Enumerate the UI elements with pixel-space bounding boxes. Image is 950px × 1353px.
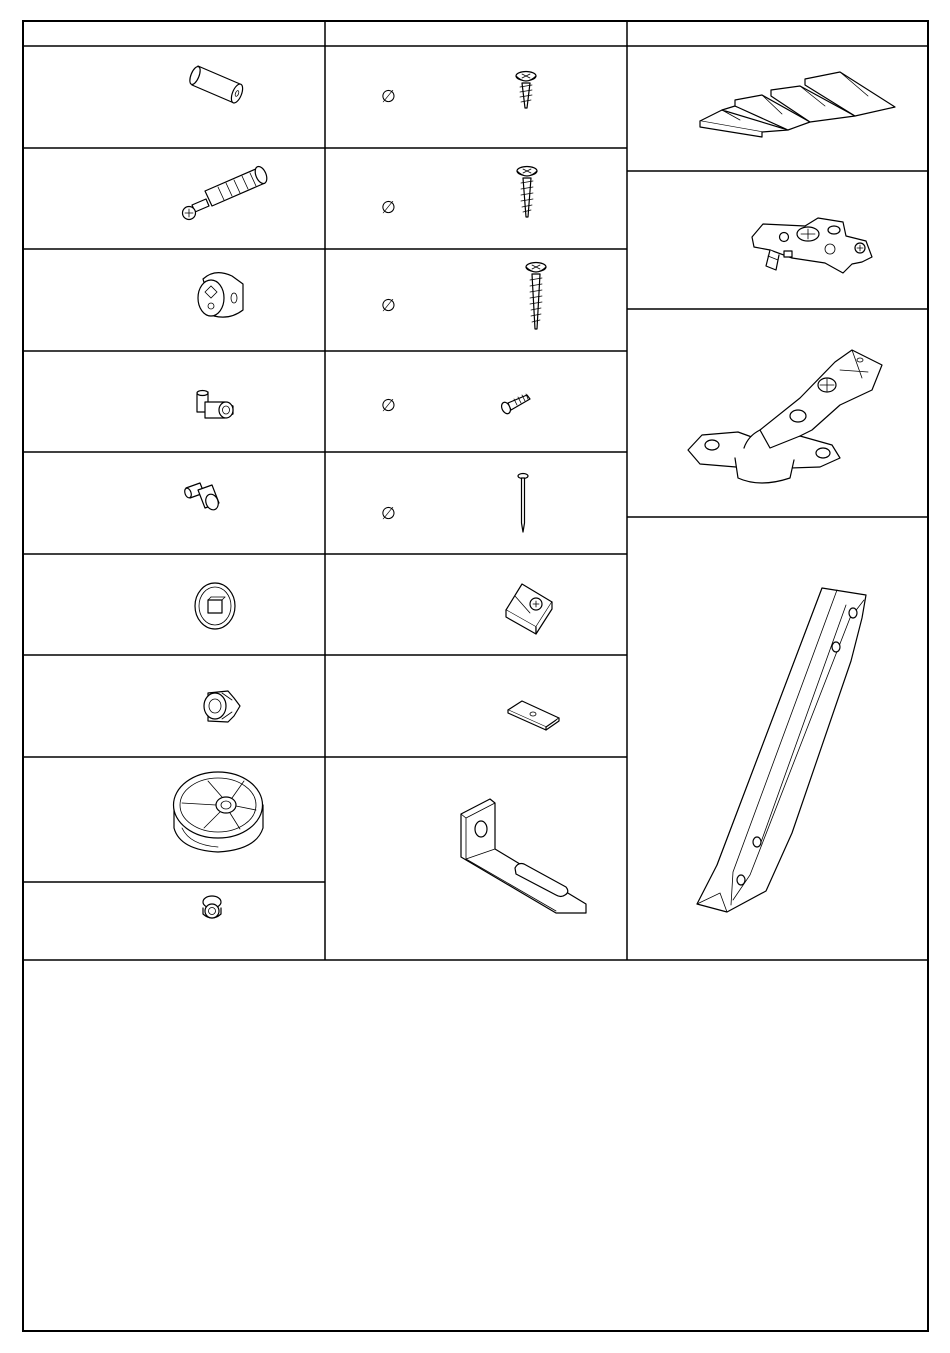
- castor-wheel-icon: [174, 772, 264, 852]
- chipboard-screw-long-icon: [526, 263, 546, 330]
- diameter-symbol: ∅: [381, 87, 396, 107]
- diameter-symbol: ∅: [381, 504, 396, 524]
- stepped-shelf-pin-icon: [183, 483, 220, 512]
- cam-bolt-connector-icon: [183, 165, 270, 220]
- wedge-shims-icon: [700, 72, 895, 137]
- mounting-plate-icon: [508, 701, 559, 730]
- hinge-mounting-plate-icon: [752, 218, 872, 273]
- shelf-support-pin-icon: [197, 391, 233, 419]
- wooden-dowel-icon: [188, 65, 245, 104]
- corner-block-icon: [506, 584, 552, 634]
- push-in-plug-icon: [204, 691, 240, 722]
- angle-bracket-icon: [461, 799, 586, 913]
- diameter-symbol: ∅: [381, 396, 396, 416]
- chipboard-screw-short-icon: [516, 72, 536, 109]
- nail-icon: [518, 474, 528, 533]
- small-bushing-icon: [203, 896, 221, 918]
- concealed-hinge-icon: [688, 350, 882, 483]
- diameter-symbol: ∅: [381, 198, 396, 218]
- drawer-runner-icon: [697, 588, 866, 912]
- chipboard-screw-medium-icon: [517, 167, 537, 218]
- cover-cap-icon: [195, 583, 235, 629]
- diameter-symbol: ∅: [381, 296, 396, 316]
- cam-lock-fitting-icon: [198, 273, 243, 318]
- small-screw-icon: [500, 394, 530, 415]
